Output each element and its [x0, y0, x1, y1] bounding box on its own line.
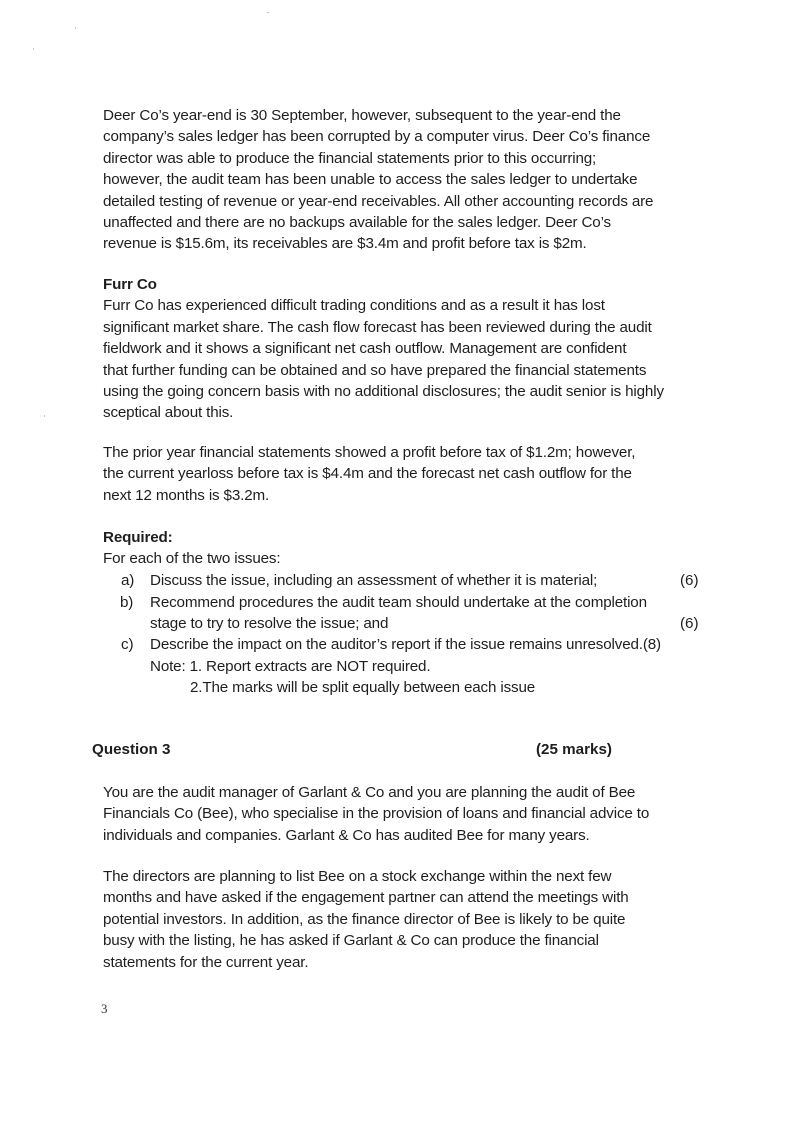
text-line: Financials Co (Bee), who specialise in the provision of loans and financial advice to — [103, 805, 650, 823]
required-section — [103, 527, 713, 570]
furr-co-section — [103, 274, 713, 424]
required-intro: For each of the two issues: — [103, 550, 281, 568]
question-3-paragraph-1 — [103, 782, 713, 846]
text-line: busy with the listing, he has asked if Garlant & Co can produce the financial — [103, 932, 599, 950]
requirement-b-label: b) — [120, 594, 134, 611]
question-3-marks: (25 marks) — [536, 741, 612, 758]
requirement-b-text: stage to try to resolve the issue; and — [150, 615, 389, 632]
text-line: You are the audit manager of Garlant & Co and you are planning the audit of Bee — [103, 784, 636, 801]
text-line: fieldwork and it shows a significant net cash outflow. Management are confident — [103, 340, 627, 358]
question-3-title: Question 3 — [92, 741, 171, 758]
furr-co-heading: Furr Co — [103, 276, 157, 293]
text-line: Deer Co’s year-end is 30 September, however, subsequent to the year-end the — [103, 107, 621, 124]
text-line: The directors are planning to list Bee on a stock exchange within the next few — [103, 868, 612, 885]
note-1: Note: 1. Report extracts are NOT required. — [150, 658, 431, 675]
text-line: Furr Co has experienced difficult trading conditions and as a result it has lost — [103, 297, 605, 315]
text-line: next 12 months is $3.2m. — [103, 486, 270, 504]
furr-co-prior-year-paragraph — [103, 442, 713, 506]
text-line: company’s sales ledger has been corrupted by a computer virus. Deer Co’s finance — [103, 128, 651, 146]
required-heading: Required: — [103, 529, 173, 546]
scan-speck — [33, 48, 34, 50]
text-line: the current yearloss before tax is $4.4m and the forecast net cash outflow for the — [103, 465, 632, 483]
requirement-c-label: c) — [121, 636, 134, 653]
requirement-b-text: Recommend procedures the audit team should undertake at the completion — [150, 594, 647, 611]
scan-speck — [267, 12, 269, 13]
page-number: 3 — [101, 1001, 108, 1016]
question-3-paragraph-2 — [103, 866, 713, 973]
text-line: unaffected and there are no backups available for the sales ledger. Deer Co’s — [103, 214, 611, 232]
text-line: however, the audit team has been unable to access the sales ledger to undertake — [103, 171, 638, 189]
text-line: detailed testing of revenue or year-end receivables. All other accounting records are — [103, 192, 654, 210]
scan-speck — [44, 415, 45, 417]
text-line: revenue is $15.6m, its receivables are $3.4m and profit before tax is $2m. — [103, 235, 587, 253]
text-line: individuals and companies. Garlant & Co has audited Bee for many years. — [103, 826, 590, 844]
text-line: using the going concern basis with no additional disclosures; the audit senior is highly — [103, 383, 664, 401]
text-line: statements for the current year. — [103, 953, 309, 971]
requirement-a-marks: (6) — [680, 572, 699, 589]
deer-co-paragraph — [103, 105, 713, 255]
note-2: 2.The marks will be split equally between each issue — [190, 679, 536, 696]
requirement-a-text: Discuss the issue, including an assessment of whether it is material; — [150, 572, 598, 589]
requirement-c-text: Describe the impact on the auditor’s report if the issue remains unresolved.(8) — [150, 636, 661, 653]
requirement-a-label: a) — [121, 572, 135, 589]
text-line: sceptical about this. — [103, 404, 234, 422]
text-line: months and have asked if the engagement partner can attend the meetings with — [103, 889, 629, 907]
text-line: significant market share. The cash flow forecast has been reviewed during the audit — [103, 318, 652, 336]
text-line: that further funding can be obtained and so have prepared the financial statements — [103, 361, 647, 379]
text-line: The prior year financial statements showed a profit before tax of $1.2m; however, — [103, 444, 636, 461]
requirement-b-marks: (6) — [680, 615, 699, 632]
scan-speck — [75, 27, 76, 29]
text-line: potential investors. In addition, as the finance director of Bee is likely to be quite — [103, 910, 626, 928]
text-line: director was able to produce the financial statements prior to this occurring; — [103, 149, 597, 167]
